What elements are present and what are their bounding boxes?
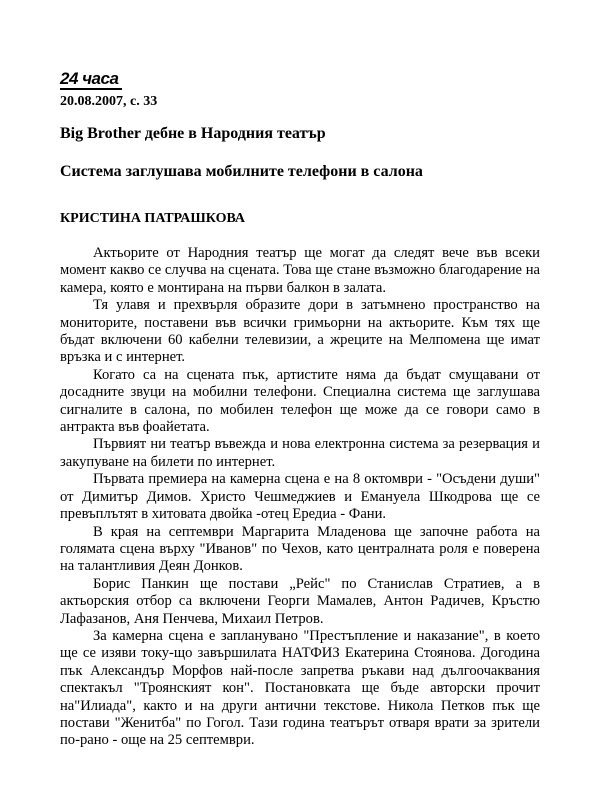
paragraph: Първият ни театър въвежда и нова електронна система за резервация и закупуване на билети по интернет. bbox=[60, 436, 540, 470]
newspaper-logo bbox=[60, 70, 122, 90]
paragraph: Актьорите от Народния театър ще могат да следят вече във всеки момент какво се случва на сцената. Това ще стане възможно благодарение на камера, която е монтирана на първи балкон в залата. bbox=[60, 245, 540, 296]
paragraph: Борис Панкин ще постави „Рейс" по Станислав Стратиев, а в актьорския отбор са включени Георги Мамалев, Антон Радичев, Кръстю Лафазанов, Аня Пенчева, Михаил Петров. bbox=[60, 575, 540, 627]
paragraph: За камерна сцена е запланувано "Престъпление и наказание", в което ще се изяви току-що завършилата НАТФИЗ Екатерина Стоянова. Догодина пък Александър Морфов най-после запретва ръкави над дългоочаквания спектакъл "Троянският кон". Постановката ще бъде авторски прочит на"Илиада", както и на други антични текстове. Никола Петков пък ще постави "Женитба" по Гогол. Тази година театърът отваря врати за зрители по-рано - още на 25 септември. bbox=[60, 627, 540, 749]
paragraph: Тя улавя и прехвърля образите дори в затъмнено пространство на мониторите, поставени във всички гримьорни на актьорите. Към тях ще бъдат включени 60 кабелни телевизии, а жреците на Мелпомена ще имат връзка и с интернет. bbox=[60, 297, 540, 366]
article-body bbox=[60, 245, 540, 750]
logo-underline bbox=[60, 88, 122, 90]
logo-text: 24 часа bbox=[60, 69, 119, 88]
headline: Big Brother дебне в Народния театър bbox=[60, 125, 326, 142]
source-date-line: 20.08.2007, с. 33 bbox=[60, 94, 158, 109]
paragraph: В края на септември Маргарита Младенова ще започне работа на голямата сцена върху "Иванов" по Чехов, като централната роля е поверена на талантливия Деян Донков. bbox=[60, 523, 540, 575]
paragraph: Когато са на сцената пък, артистите няма да бъдат смущавани от досадните звуци на мобилни телефони. Специална система ще заглушава сигналите в салона, по мобилен телефон ще може да се говори само в антракта във фоайетата. bbox=[60, 366, 540, 436]
paragraph: Първата премиера на камерна сцена е на 8 октомври - "Осъдени души" от Димитър Димов. Христо Чешмеджиев и Емануела Шкодрова ще се превъплътят в хитовата двойка -отец Ередиа - Фани. bbox=[60, 471, 540, 523]
author-name: КРИСТИНА ПАТРАШКОВА bbox=[60, 211, 246, 226]
subheadline: Система заглушава мобилните телефони в салона bbox=[60, 163, 423, 180]
